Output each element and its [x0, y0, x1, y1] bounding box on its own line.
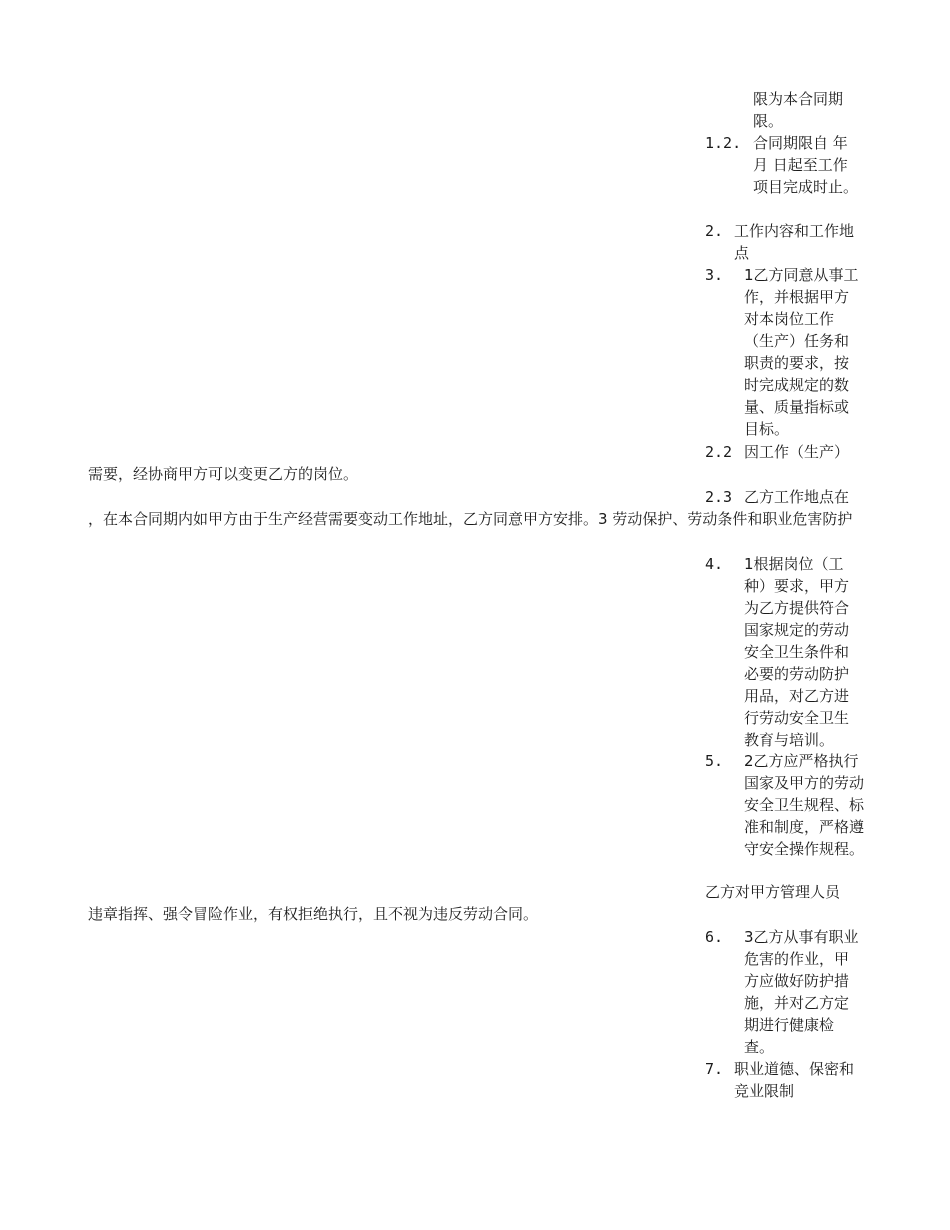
clause-number: 6. [705, 928, 724, 946]
clause-text: 合同期限自 年 月 日起至工作项目完成时止。 [753, 134, 859, 196]
clause-2-2-continuation: 需要，经协商甲方可以变更乙方的岗位。 [88, 465, 359, 483]
clause-text: 1乙方同意从事工作，并根据甲方对本岗位工作（生产）任务和职责的要求，按时完成规定的数量、质量指标或目标。 [744, 266, 859, 438]
clause-3-2-extra-continuation: 违章指挥、强令冒险作业，有权拒绝执行，且不视为违反劳动合同。 [88, 905, 539, 923]
clause-number: 4. [705, 555, 724, 573]
clause-number: 3. [705, 266, 724, 284]
clause-3-3 [705, 926, 861, 1058]
section-2-heading [705, 220, 854, 264]
clause-text: 3乙方从事有职业危害的作业，甲方应做好防护措施，并对乙方定期进行健康检查。 [744, 928, 859, 1056]
clause-number: 5. [705, 752, 724, 770]
section-4-heading [705, 1058, 854, 1102]
clause-text: 因工作（生产） [744, 443, 850, 461]
clause-text: 2乙方应严格执行国家及甲方的劳动安全卫生规程、标准和制度，严格遵守安全操作规程。 [744, 752, 865, 858]
clause-number: 2.3 [705, 488, 733, 506]
clause-2-2 [705, 441, 864, 463]
clause-text: 乙方工作地点在 [744, 488, 850, 506]
clause-2-1 [705, 264, 861, 440]
clause-1-2 [705, 132, 858, 198]
clause-3-2-extra: 乙方对甲方管理人员 [705, 883, 841, 901]
clause-number: 7. [705, 1060, 724, 1078]
clause-2-3-continuation: ，在本合同期内如甲方由于生产经营需要变动工作地址，乙方同意甲方安排。3 劳动保护、劳动条件和职业危害防护 [88, 510, 853, 528]
clause-text: 1根据岗位（工种）要求，甲方为乙方提供符合国家规定的劳动安全卫生条件和必要的劳动防护用品，对乙方进行劳动安全卫生教育与培训。 [744, 555, 850, 749]
clause-continuation: 限为本合同期限。 [753, 90, 844, 130]
clause-text: 职业道德、保密和竞业限制 [734, 1060, 855, 1100]
clause-text: 工作内容和工作地点 [734, 222, 855, 262]
clause-number: 2.2 [705, 443, 733, 461]
clause-number: 1.2. [705, 134, 742, 152]
clause-3-1 [705, 553, 861, 751]
clause-number: 2. [705, 222, 724, 240]
clause-3-2 [705, 750, 866, 860]
clause-2-3 [705, 486, 864, 508]
